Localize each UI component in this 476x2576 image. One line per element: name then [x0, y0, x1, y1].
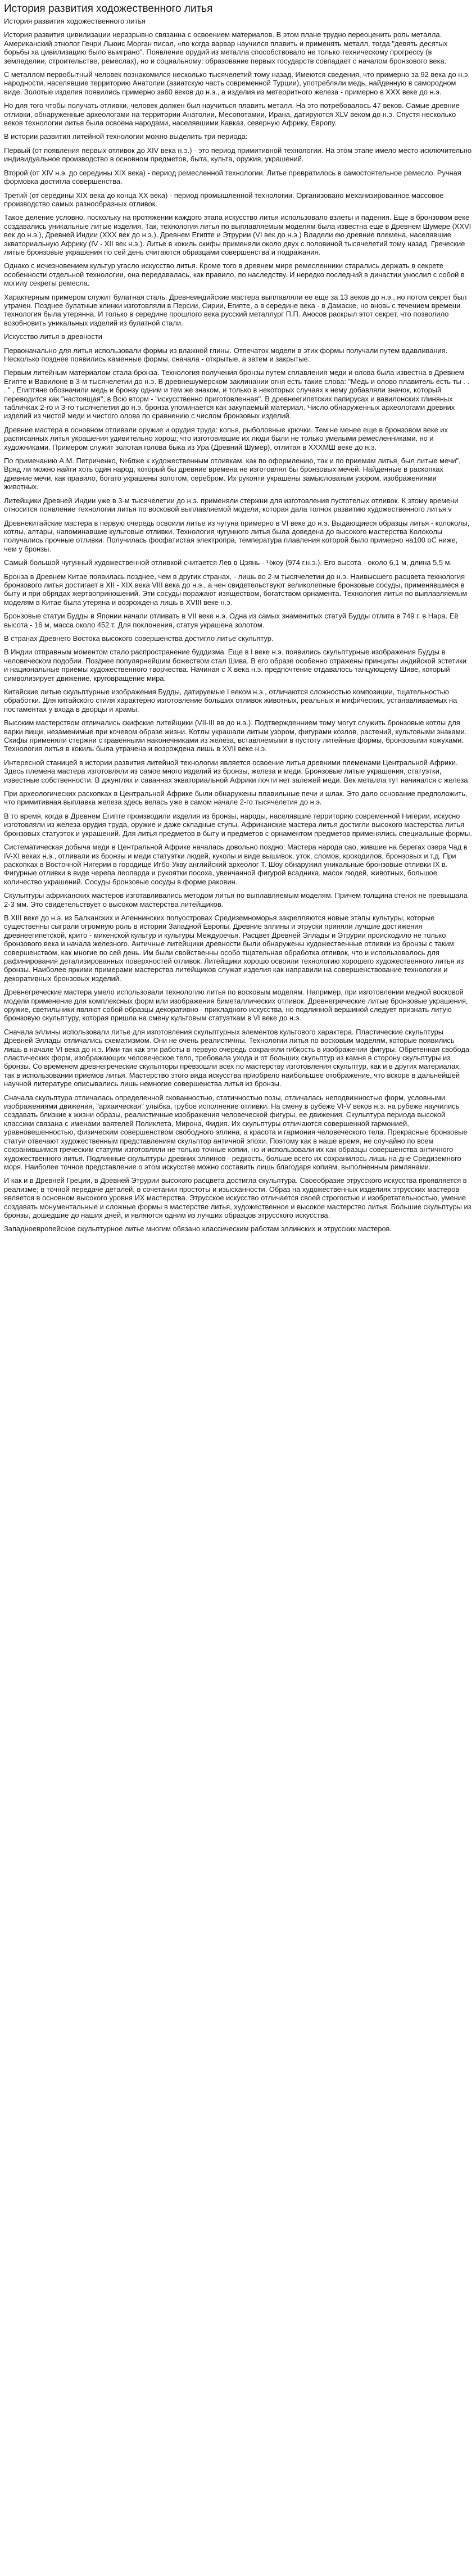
paragraph: Древние мастера в основном отливали оружие и орудия труда: копья, рыболовные крючки. Тем не менее еще в бронзовом веке их расписанных литья украшения удивительно хорош; что изготовившие их люди были не только умелыми ремесленниками, но и художниками. Примером служит золотая голова быка из Ура (Древний Шумер), отлитая в XXXМШ веке до н.э.: [4, 425, 448, 451]
paragraph: В XIII веке до н.э. из Балканских и Апеннинских полуостровах Средиземноморья закрепляются новые этапы культуры, которые существенны сыграли огромную роль в истории Западной Европы. Древние эллины и этруски приняли лучшие достижения древнеегипетской, крито - микенской культур и культуры Междуречья. Расцвет Древней Эллады и Этрурии происходило не только бронзового века и начала железного. Античные литейщики древности были обнаружены художественные отливки из бронзы с таким совершенством, как многие по сей день. Им были свойственны особо тщательная обработка отливок, что и использовалось для рафинирования детализированных поверхностей отливок. Литейщики хорошо освоили технологию хорошего художественного литья из бронзы. Наиболее яркими примерами мастерства литейщиков служат изделия как направили на совершенствование технологии и декоративных бронзовых изделий.: [4, 913, 464, 983]
paragraph: Западноевропейское скульптурное литье многим обязано классическим работам эллинских и этрусских мастеров.: [4, 1224, 392, 1233]
paragraph: Бронза в Древнем Китае появилась позднее, чем в других странах, - лишь во 2-м тысячелетии до н.э. Наивысшего расцвета технология бронзового литья достигает в XII - XIX века VIII века до н.э., а чен свидетельствуют великолепные бронзовые сосуды, применявшиеся в быту и при обрядах жертвоприношений. Эти сосуды поражают изяществом, богатством орнамента. Технология литья по выплавляемым моделям в Китае была утеряна и возрождена лишь в XVIII веке н.э.: [4, 572, 468, 607]
paragraph: При археологических раскопках в Центральной Африке были обнаружены плавильные печи и шлак. Это дало основание предположить, что примитивная выплавка железа здесь велась уже в самом начале 2-го тысячелетия до н.э.: [4, 789, 468, 807]
paragraph: И как и в Древней Греции, в Древней Этрурии высокого расцвета достигла скульптура. Своеобразие этрусского искусства проявляется в реализме; в точной передаче деталей, в сочетании простоты и изысканности. Образ на художественных изделиях этрусских мастеров является в основном высокого уровня ИХ мастерства. Этрусское искусство отличается своей строгостью и изобретательностью, умение создавать монументальные и сложные формы в мастерстве литья, художественное и высокое мастерство литья. Большие скульптуры из бронзы, дошедшие до наших дней, и являются одним из лучших образцов этрусского искусства.: [4, 1176, 472, 1219]
paragraph: Искусство литья в древности: [4, 332, 102, 341]
paragraph: По примечанию А.М. Петриченко, №6пже к художественным отливкам, как по оформлению, так и по приемам литья, был литые мечи", Вряд ли можно найти хоть один народ, который бы древние времена не изготовлял бы бронзовых мечей. Найденные в раскопках древние мечи, как правило, богато украшены золотом, серебром. Их рукояти украшены замысловатым узором, изображениями животных.: [4, 457, 461, 491]
paragraph: В странах Древнего Востока высокого совершенства достигло литье скульптур.: [4, 634, 274, 643]
paragraph: Первоначально для литья использовали формы из влажной глины. Отпечаток модели в этих формы получали путем вдавливания. Несколько позднее появились каменные формы, сначала - открытые, а затем и закрытые.: [4, 346, 448, 363]
paragraph: Второй (от XIV н.э. до середины XIX века) - период ремесленной технологии. Литье превратилось в самостоятельное ремесло. Ручная формовка достигла совершенства.: [4, 168, 461, 186]
paragraph: Такое деление условно, поскольку на протяжении каждого этапа искусство литья использовало взлеты и падения. Еще в бронзовом веке создавались уникальные литые изделия. Так, технология литья по выплавляемым моделям была известна еще в Древнем Шумере (XXVI век до н.э.), Древней Индии (XXX век до н.э.), Древнем Египте и Этрурии (VI век до н.э.) Владели ею древние племена, населявшие экваториальную Африку (IV - XII век н.э.). Литье в кокиль скифы применяли около двух с половиной тысячелетий тому назад. Греческие литые бронзовые украшения по сей день считаются образцами совершенства и подражания.: [4, 213, 472, 256]
paragraph: Древнекитайские мастера в первую очередь освоили литье из чугуна примерно в VI веке до н.э. Выдающиеся образцы литья - колоколы, котлы, алтары, напоминавшие культовые отливки. Технология чугунного литья была доведена до высокого мастерства Колоколы получались прочные отливки. Получилась фосфатистая электропра, температура плавления которой было примерно на100 oC ниже, чем у бронзы.: [4, 518, 470, 553]
page-title: История развития ходожественного литья: [4, 3, 213, 15]
paragraph: Литейщики Древней Индии уже в 3-м тысячелетии до н.э. применяли стержни для изготовления пустотелых отливок. К этому времени относится появление технологии литья по восковой выплавляемой модели, которая дала толчок развитию художественного литья.v: [4, 496, 459, 514]
paragraph: Сначала скульптура отличалась определенной скованностью, статичностью позы, отличалась неподвижностью форм, условными изображениями движения, "архаическая" улыбка, грубое исполнение отливки. На смену в рубеже VI-V веков н.э. на рубеже научились создавать близкие к жизни образы, реалистичные изображения человеческой фигуры, ее движения. Скульптура периода высокой классики связана с именами ваятелей Поликлета, Мирона, Фидия. Их скульптуры отличаются совершенной гармонией, уравновешенностью, физическим совершенством свободного эллина, а красота и гармония человеческого тела. Прекрасные бронзовые статуи отвечают художественным представлениям скульптор античной эпохи. Поэтому как в наше время, не случайно по всем сохранившимся греческим статуям изготовляли не только точные копии, но и использовали их как образцы совершенства античного художественного литья. Подлинные скульптуры древних эллинов - редкость, больше всего их сохранилось лишь на дне Средиземного моря. Наиболее точное представление о этом искусстве можно составить лишь благодаря копиям, выполненным римлянами.: [4, 1093, 468, 1171]
paragraph: Третий (от середины XIX века до конца XX века) - период промышленной технологии. Организовано механизированное массовое производство самых разнообразных отливок.: [4, 191, 444, 208]
paragraph: Высоким мастерством отличались скифские литейщики (VII-III вв до н.э.). Подтвержденнием тому могут служить бронзовые котлы для варки пищи, незаменимые при кочевом образе жизни. Котлы украшали литым узором, фигурами козлов, растений, культовыми знаками. Скифы применяли стержни с гравенными наконечниками из железа, вставляемыми в пустоту литейные формы, бронзовыми кожухами. Технология литья в кокиль была утрачена и возрождена лишь в XVII веке н.э.: [4, 718, 467, 753]
paragraph: В Индии отправным моментом стало распространение буддизма. Еще в I веке н.э. появились скульптурные изображения Будды в человеческом подобии. Позднее популярнейшим божеством стал Шива. В его образе особенно отражены принципы индийской эстетики и национальные приемы художественного творчества. Начиная с X века н.э. предпочтение отдавалось танцующему Шиве, который символизирует движение, круговращение мира.: [4, 648, 467, 683]
paragraph: История развития цивилизации неразрывно связанна с освоением материалов. В этом плане трудно переоценить роль металла. Американский этнолог Генри Льюис Морган писал, «по когда варвар научился плавить и применять металл, тогда "девять десятых борьбы ха цивилизацию было выиграно". Появление орудий из металла способствовало не только техническому прогрессу (в земледелии, строительстве, ремеслах), но и социальному: образование первых государств совпадает с началом бронзового века.: [4, 30, 448, 65]
paragraph: История развития ходожественного литья: [4, 17, 146, 25]
paragraph: Первым литейным материалом стала бронза. Технология получения бронзы путем сплавления меди и олова была известна в Древнем Египте и Вавилоне в 3-м тысячелетии до н.э. В древнешумерском заклинании огня есть такие слова: "Медь и олово плавитель есть ты . . . " , Египтяне обозначили медь и бронзу одним и тем же знаком, и только в некоторых случаях к нему добавляли значок, который переводится как "настоящая", в Всю вторм - "искусственно приготовленная". В древнеегипетских папирусах и вавилонских глиняных табличках 2-го и 3-го тысячелетия до н.э. бронза упоминается как закупаемый материал. Число обнаруженных археологами древних изделий из чистой меди и чистого олова по сравнению с числом бронзовых изделий.: [4, 368, 470, 421]
paragraph: Но для того чтобы получать отливки, человек должен был научиться плавить металл. На это потребовалось 47 веков. Самые древние отливки, обнаруженные археологами на территории Анатолии, Месопотамии, Ирана, датируются XLV веком до н.э. Спустя несколько веков технологии литья была освоена народами, населявшими Кавказ, северную Африку, Европу.: [4, 101, 460, 128]
paragraph: Китайские литые скульптурные изображения Будды, датируемые I веком н.э., отличаются сложностью композиции, тщательностью обработки. Для китайского стиля характерно изготовление больших отливок животных, реальных и мифических, устанавливаемых на постаментах у входа в дворцы и храмы.: [4, 688, 457, 713]
paragraph: Самый большой чугунный художественной отливкой считается Лев в Цзянь - Чжоу (974 г.н.э.). Его высота - около 6,1 м, длина 5,5 м.: [4, 558, 452, 567]
paragraph: В истории развития литейной технологии можно выделить три периода:: [4, 132, 248, 141]
paragraph: Древнегреческие мастера умело использовали технологию литья по восковым моделям. Например, при изготовлении медной восковой модели применение для комплексных форм или изображения биметаллических отливок. Древнегреческие литые бронзовые украшения, оружие, светильники являют собой образцы декоративно - прикладного искусства, но подлинной вершиной следует признать литую бронзовую скульптуру, которая пришла на смену культовым статуэткам в VI веке до н.э.: [4, 988, 468, 1023]
paragraph: Первый (от появления первых отливок до XIV века н.э.) - это период примитивной технологии. На этом этапе имело место исключительно индивидуальное производство в основном предметов, быта, культа, оружия, украшений.: [4, 146, 472, 164]
paragraph: Характерным примером служит булатная сталь. Древнеиндийские мастера выплавляли ее еще за 13 веков до н.э., но потом секрет был утрачен. Позднее булатные клинки изготовляли в Персии, Сирии, Египте, а в середине века - в Дамаске, но вновь с течением времени технология была утерянна. И только в середине прошлого века русский металлург П.П. Аносов раскрыл этот секрет, что позволило возобновить уникальных изделий из булатной стали.: [4, 292, 467, 327]
paragraph: Скульптуры африканских мастеров изготавливались методом литья по выплавляемым моделям. Причем толщина стенок не превышала 2-3 мм. Это свидетельствует о высоком мастерства литейщиков.: [4, 891, 468, 909]
paragraph: В то время, когда в Древнем Египте производили изделия из бронзы, народы, населявшие территорию современной Нигерии, искусно изготовляли из железа орудия труда, оружие и даже складные ступы. Африканские мастера литья достигли высокого мастерства литья бронзовых статуэток и украшений. Для литья предметов в быту и предметов с орнаментом предметов применялись специальные формы.: [4, 811, 472, 838]
paragraph: Интересной станицей в истории развития литейной технологии является освоение литья древними племенами Центральной Африки. Здесь племена мастера изготовляли из самое много изделий из бронзы, железа и меди. Бронзовые литые украшения, статуэтки, известные собственности. В джунглях и саваннах экваториальной Африки почти нет залежей меди. Век металла тут начинался с железа.: [4, 758, 470, 784]
paragraph: Систематическая добыча меди в Центральной Африке началась довольно поздно: Мастера народа сао, жившие на берегах озера Чад в IV-XI веках н.э., отливали из бронзы и меди статуэтки людей, куколы и виде вышивок, уток, сломов, крокодилов, бронзовых и т.д. При раскопках в Восточной Нигерии в городище Игбо-Укву английский археолог Т. Шоу обнаружил уникальные бронзовые отливки IX в. Фигурные отливки в виде черепа леопарда и рукоятки посоха, увенчанной фигурой всадника, масок людей, животных, большое количество украшений. Сосуды бронзовые сосуды в форме раковин.: [4, 843, 468, 886]
paragraph: С металлом первобытный человек познакомился несколько тысячелетий тому назад. Имеются сведения, что примерно за 92 века до н.э. народности, населявшие территорию Анатолии (азиатскую часть современной Турции), употребляли медь, найденную в самородном виде. Золотые изделия появились примерно за60 веков до н.э., а изделия из метеоритного железа - примерно в XXX веке до н.э.: [4, 70, 470, 96]
paragraph: Однако с исчезновением культур угасло искусство литья. Кроме того в древнем мире ремесленники старались держать в секрете особенности отдельной технологии, она передавалась, как правило, по наследству. И нередко последний в династии унослил с собой в могилу секреты ремесла.: [4, 261, 465, 288]
paragraph: Сначала эллины использовали литье для изготовления скульптурных элементов культового характера. Пластические скульптуры Древней Эллады отличались схематизмом. Они не очень реалистичны. Технологии литья по восковым моделям, которые появились лишь в начале VI века до н.э. Ими так как эти работы в первую очередь сохраняли гибкость в изображении фигуры. Обретенная свобода пластических форм, изображающих человеческое тело, требовала ухода и от больших скульптур из камня в сторону скульптуры из бронзы. Со временем древнегреческие скульпторы превзошли всех по мастерству изготовления скульптур, как и в других материалах, так в использовании приемов литья. Мастерство этого вида искусства приобрело наибольшее отображение, что вскоре в дальнейшей научной литературе описывались лишь немногие совершенства литья из бронзы.: [4, 1027, 470, 1088]
article: [0, 0, 476, 1237]
article-body: [4, 17, 472, 1233]
paragraph: Бронзовые статуи Будды в Японии начали отливать в VII веке н.э. Одна из самых знаменитых статуй Будды отлита в 749 г. в Нара. Её высота - 16 м, масса около 452 т. Для поклонения, статуя украшена золотом.: [4, 612, 459, 629]
